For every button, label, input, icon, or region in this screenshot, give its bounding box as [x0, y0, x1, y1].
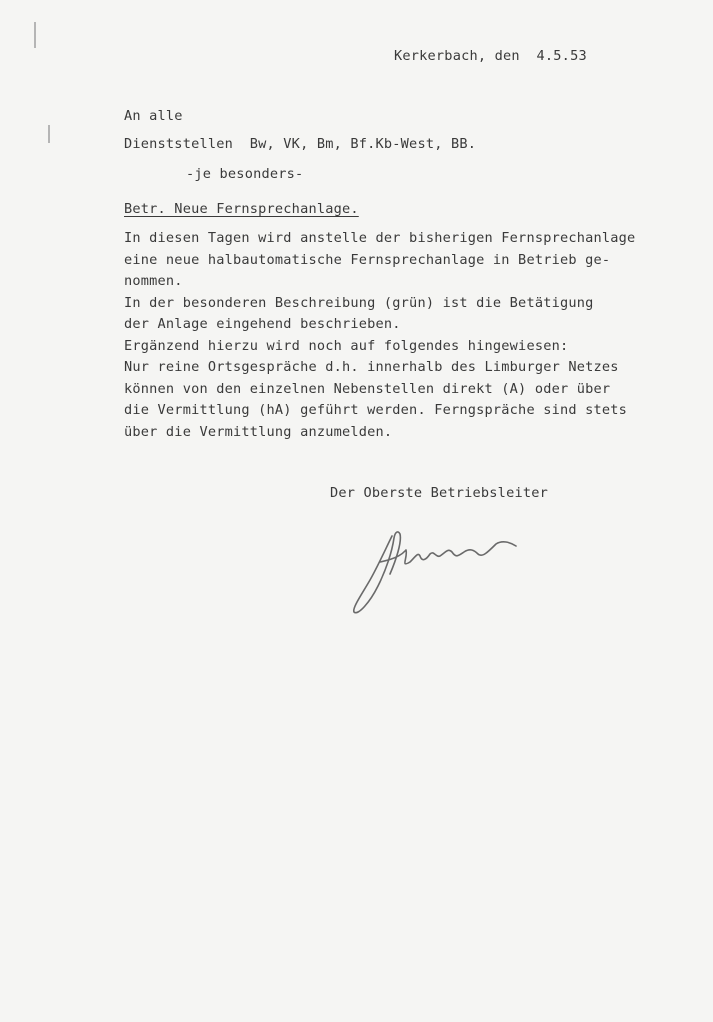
recipient-line-2: Dienststellen Bw, VK, Bm, Bf.Kb-West, BB.	[124, 136, 477, 152]
body-line: nommen.	[124, 273, 183, 289]
recipient-line-1: An alle	[124, 108, 183, 124]
letter-body	[124, 228, 684, 443]
handwritten-signature	[340, 522, 530, 618]
punch-mark-top	[34, 22, 36, 48]
body-line: eine neue halbautomatische Fernsprechanlage in Betrieb ge-	[124, 251, 611, 268]
place-date: Kerkerbach, den 4.5.53	[394, 48, 587, 64]
body-line: der Anlage eingehend beschrieben.	[124, 316, 401, 332]
body-line: In diesen Tagen wird anstelle der bisherigen Fernsprechanlage	[124, 230, 636, 246]
body-line: können von den einzelnen Nebenstellen direkt (A) oder über	[124, 380, 611, 397]
body-line: In der besonderen Beschreibung (grün) ist die Betätigung	[124, 294, 594, 311]
subject-line: Betr. Neue Fernsprechanlage.	[124, 201, 359, 217]
body-line: Nur reine Ortsgespräche d.h. innerhalb des Limburger Netzes	[124, 359, 619, 375]
signatory-title: Der Oberste Betriebsleiter	[330, 485, 548, 501]
punch-mark-bottom	[48, 125, 50, 143]
body-line: über die Vermittlung anzumelden.	[124, 423, 393, 440]
recipient-line-3: -je besonders-	[186, 166, 304, 182]
body-line: die Vermittlung (hA) geführt werden. Ferngspräche sind stets	[124, 402, 628, 418]
body-line: Ergänzend hierzu wird noch auf folgendes hingewiesen:	[124, 337, 569, 354]
